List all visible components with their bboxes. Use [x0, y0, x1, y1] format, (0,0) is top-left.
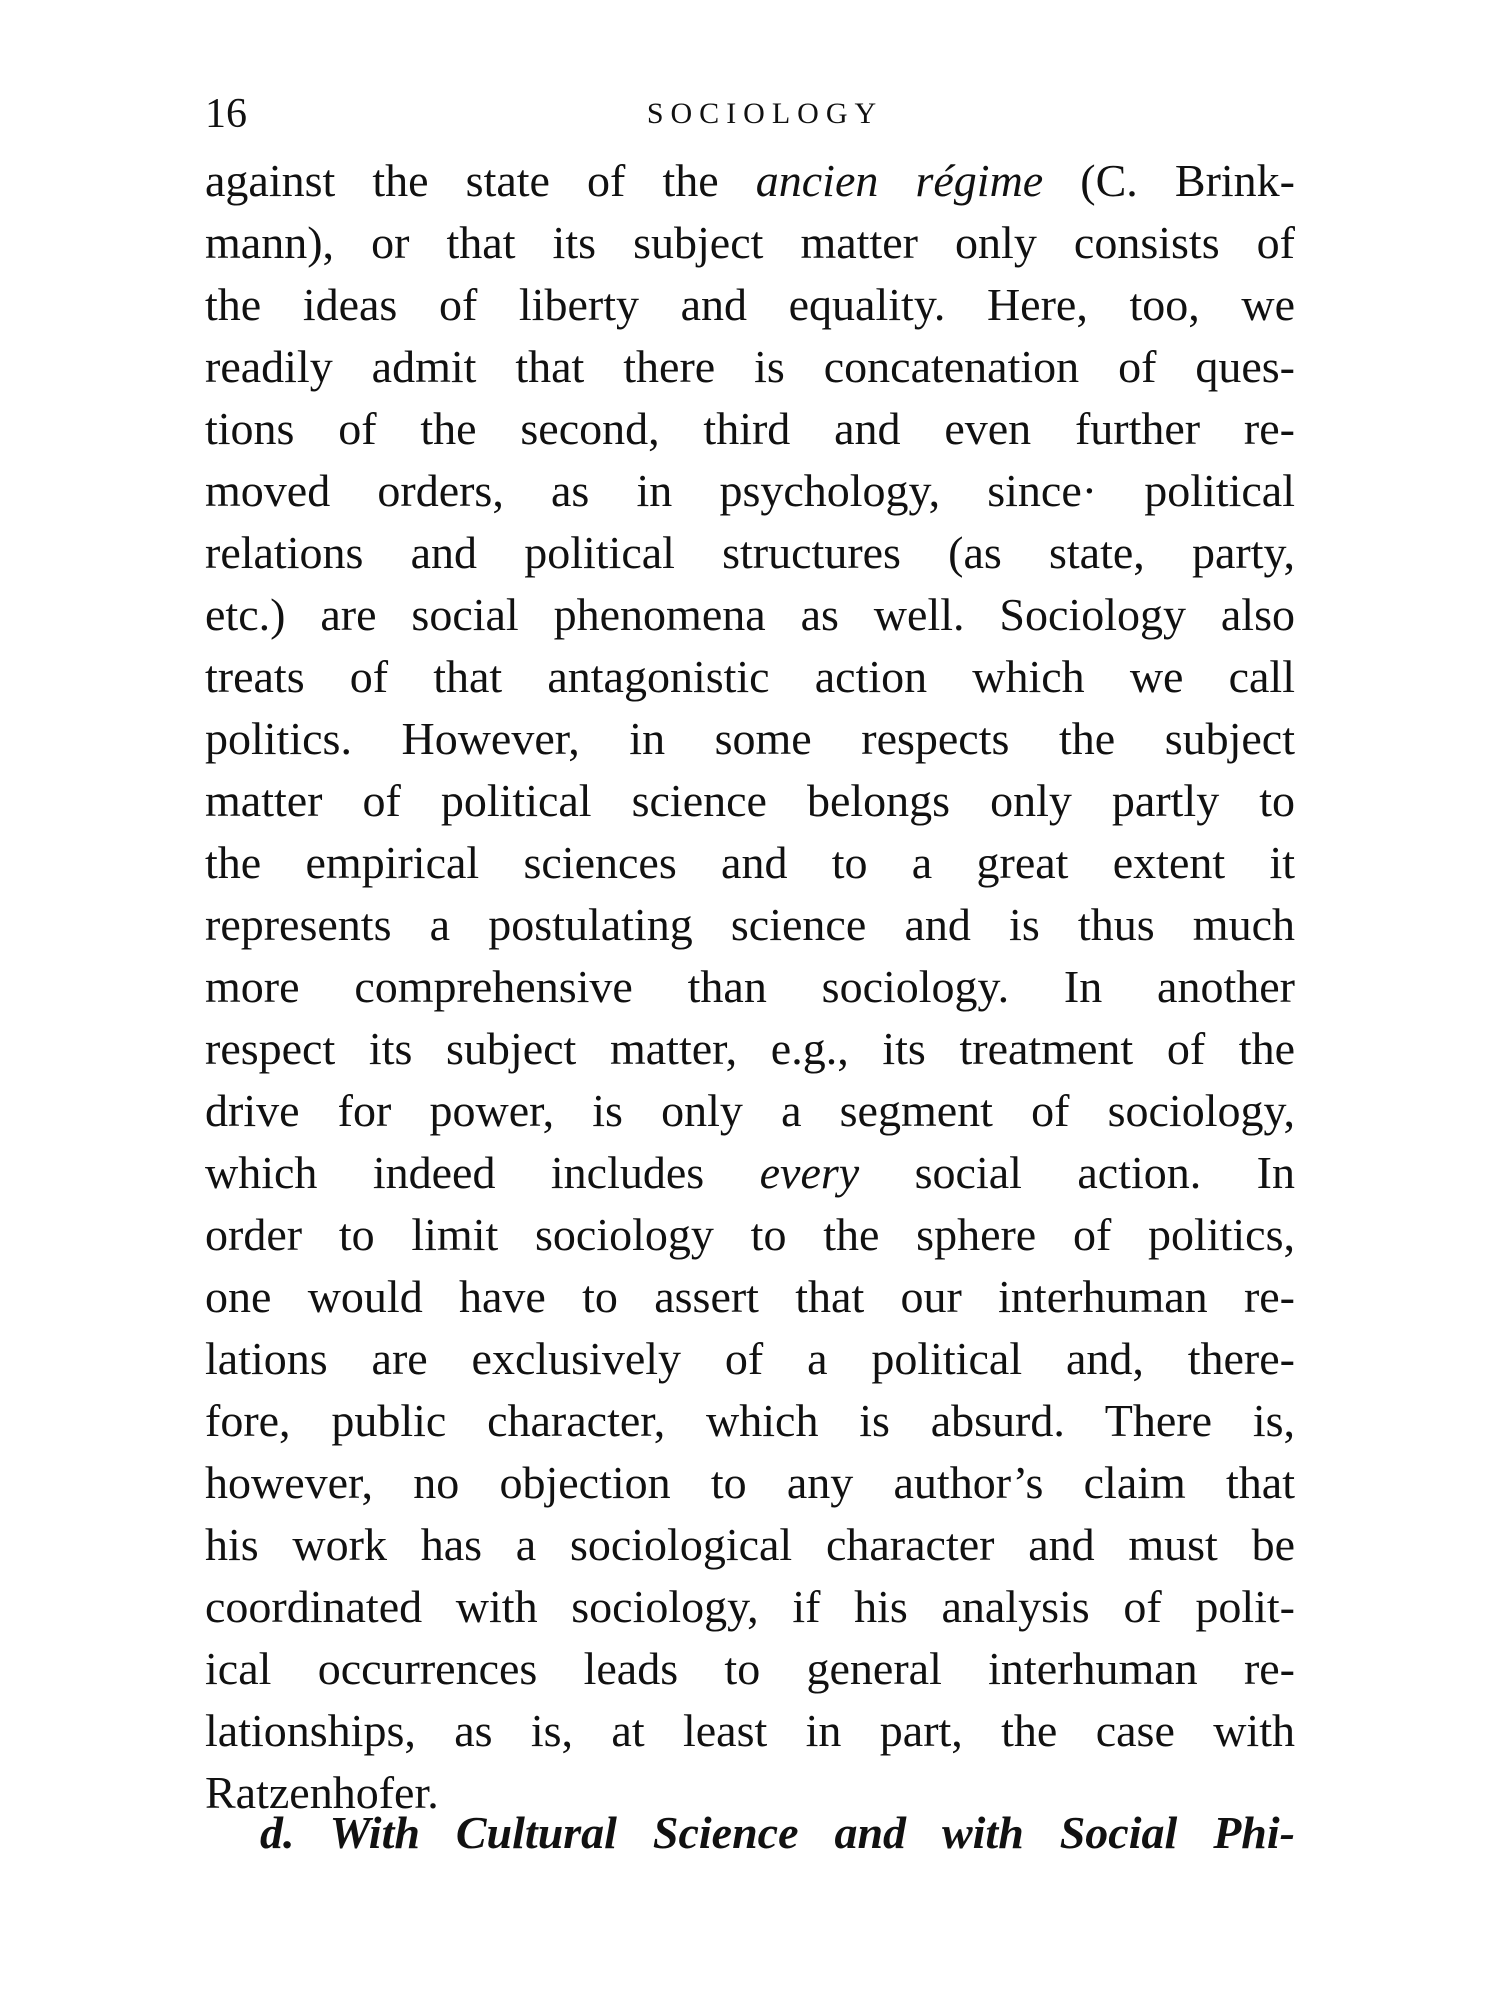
text-line: relations and political structures (as state, party, — [205, 527, 1295, 578]
italic-phrase: ancien régime — [755, 155, 1044, 206]
text-line: drive for power, is only a segment of sociology, — [205, 1085, 1295, 1136]
text-line: which indeed includes every social action. In — [205, 1147, 1296, 1198]
text-line: more comprehensive than sociology. In another — [205, 961, 1295, 1012]
text-line: against the state of the ancien régime (C. Brink- — [205, 155, 1295, 206]
text-line: one would have to assert that our interhuman re- — [205, 1271, 1295, 1322]
running-head — [205, 84, 1295, 144]
text-line: represents a postulating science and is thus much — [205, 899, 1295, 950]
body-paragraph — [205, 150, 1295, 1824]
text-line: the ideas of liberty and equality. Here, too, we — [205, 279, 1295, 330]
text-line: lationships, as is, at least in part, the case with — [205, 1705, 1295, 1756]
text-line: the empirical sciences and to a great extent it — [205, 837, 1295, 888]
text-line: however, no objection to any author’s claim that — [205, 1457, 1295, 1508]
text-line: ical occurrences leads to general interhuman re- — [205, 1643, 1295, 1694]
text-line: readily admit that there is concatenation of ques- — [205, 341, 1295, 392]
text-line: treats of that antagonistic action which we call — [205, 651, 1295, 702]
text-line: respect its subject matter, e.g., its treatment of the — [205, 1023, 1295, 1074]
running-title: SOCIOLOGY — [646, 97, 884, 130]
text-line: order to limit sociology to the sphere of politics, — [205, 1209, 1295, 1260]
section-heading: d. With Cultural Science and with Social Phi- — [260, 1807, 1295, 1858]
text-line: moved orders, as in psychology, since· political — [205, 465, 1295, 516]
text-line: his work has a sociological character and must be — [205, 1519, 1295, 1570]
text-line: politics. However, in some respects the subject — [205, 713, 1295, 764]
text-line: mann), or that its subject matter only consists of — [205, 217, 1295, 268]
text-line: etc.) are social phenomena as well. Sociology also — [205, 589, 1295, 640]
text-line: Ratzenhofer. — [205, 1767, 439, 1818]
text-line: matter of political science belongs only partly to — [205, 775, 1295, 826]
text-line: coordinated with sociology, if his analysis of polit- — [205, 1581, 1295, 1632]
text-line: fore, public character, which is absurd. There is, — [205, 1395, 1295, 1446]
text-line: lations are exclusively of a political and, there- — [205, 1333, 1295, 1384]
text-line: tions of the second, third and even further re- — [205, 403, 1295, 454]
italic-word: every — [759, 1147, 860, 1198]
page-number: 16 — [205, 91, 247, 137]
